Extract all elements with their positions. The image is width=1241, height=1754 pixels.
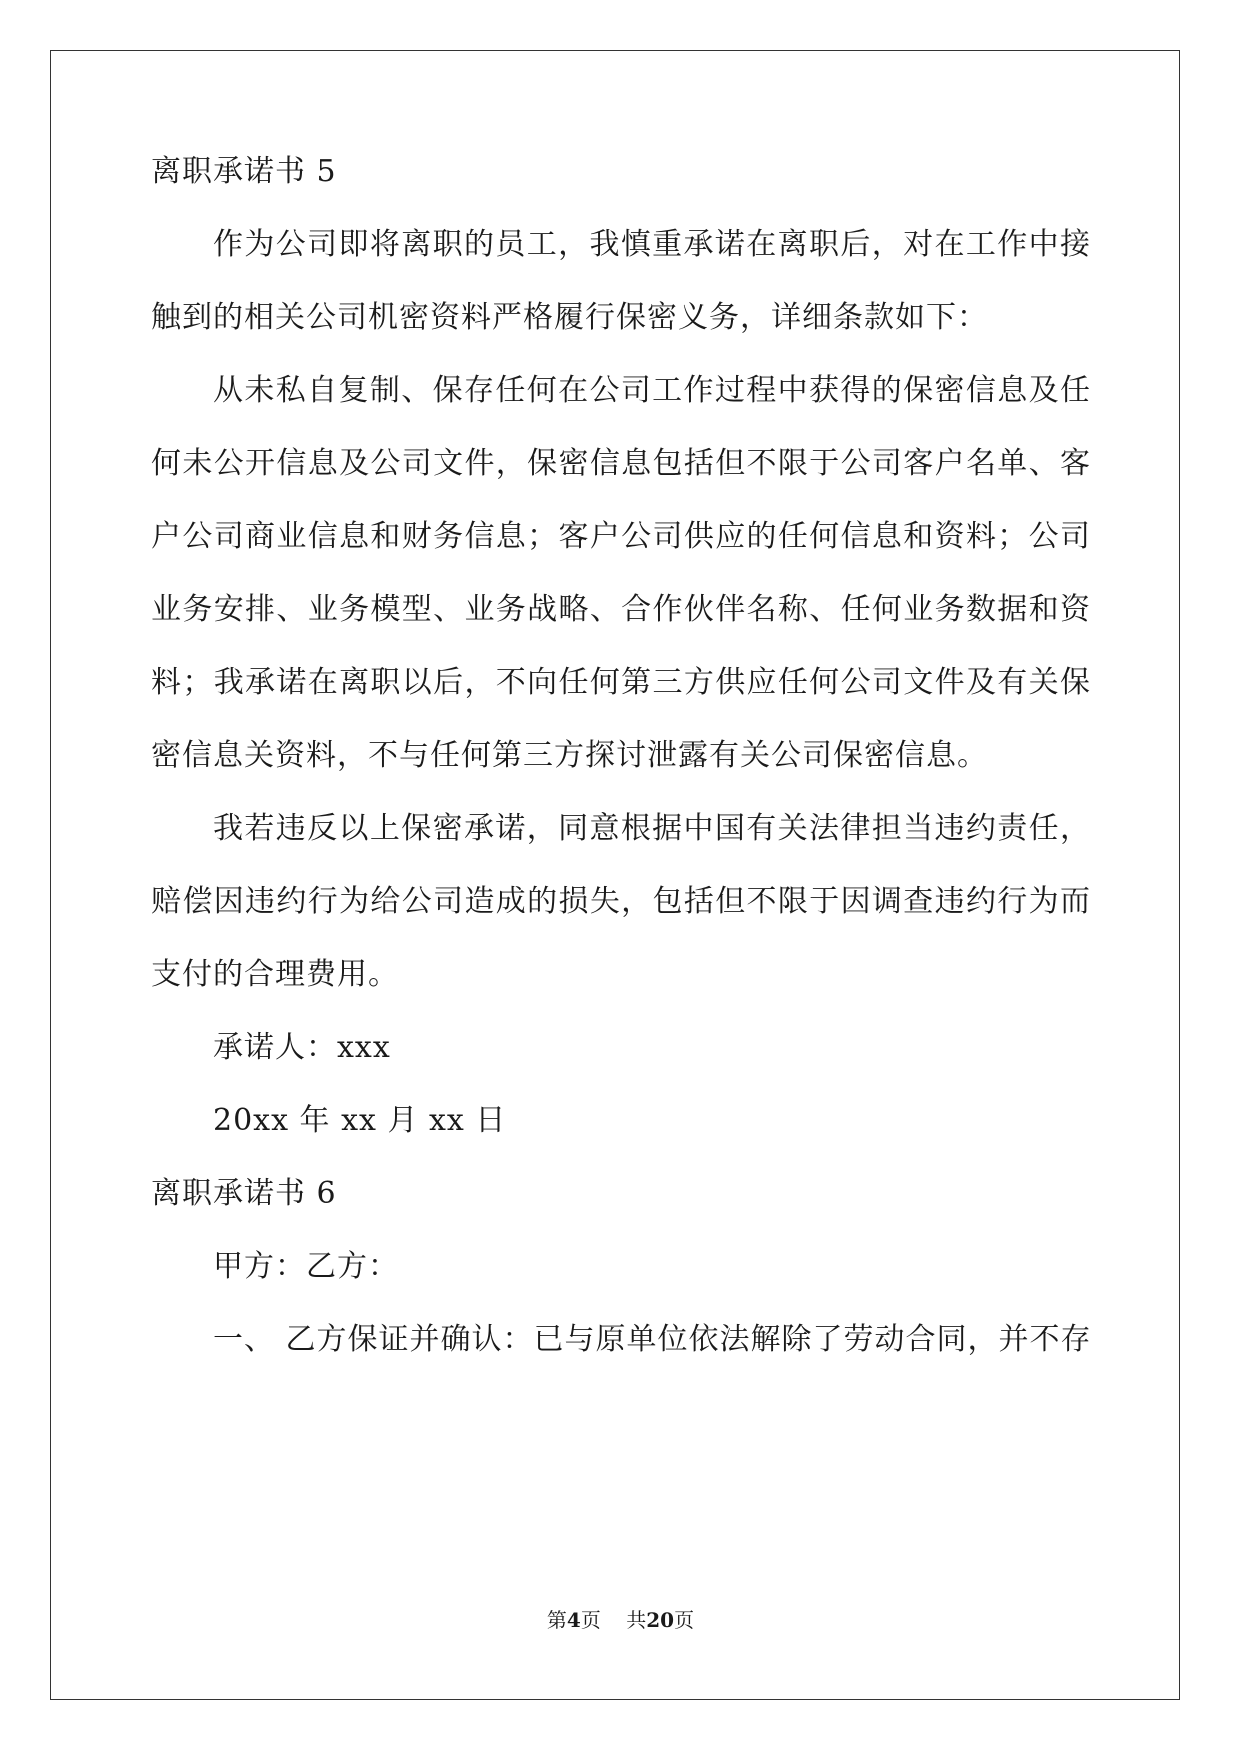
paragraph-line: 业务安排、业务模型、业务战略、合作伙伴名称、任何业务数据和资 <box>151 592 1091 627</box>
page-current: 4 <box>566 1608 581 1632</box>
parties-line: 甲方：乙方： <box>213 1249 399 1284</box>
signatory-line: 承诺人：xxx <box>213 1030 391 1065</box>
paragraph-line: 作为公司即将离职的员工，我慎重承诺在离职后，对在工作中接 <box>213 227 1091 262</box>
page-suffix: 页 <box>674 1608 695 1632</box>
page-mid: 页 共 <box>580 1608 647 1632</box>
paragraph-line: 我若违反以上保密承诺，同意根据中国有关法律担当违约责任， <box>213 811 1091 846</box>
paragraph-line: 触到的相关公司机密资料严格履行保密义务，详细条款如下： <box>151 300 988 335</box>
paragraph-line: 户公司商业信息和财务信息；客户公司供应的任何信息和资料；公司 <box>151 519 1091 554</box>
paragraph-line: 密信息关资料，不与任何第三方探讨泄露有关公司保密信息。 <box>151 738 988 773</box>
paragraph-line: 赔偿因违约行为给公司造成的损失，包括但不限于因调查违约行为而 <box>151 884 1091 919</box>
paragraph-line: 何未公开信息及公司文件，保密信息包括但不限于公司客户名单、客 <box>151 446 1091 481</box>
page-footer <box>0 1608 1241 1632</box>
clause-line: 一、 乙方保证并确认：已与原单位依法解除了劳动合同，并不存 <box>213 1322 1092 1357</box>
heading-6: 离职承诺书 6 <box>151 1176 337 1211</box>
heading-5: 离职承诺书 5 <box>151 154 337 189</box>
page-prefix: 第 <box>546 1608 567 1632</box>
paragraph-line: 支付的合理费用。 <box>151 957 399 992</box>
paragraph-line: 从未私自复制、保存任何在公司工作过程中获得的保密信息及任 <box>213 373 1091 408</box>
date-line: 20xx 年 xx 月 xx 日 <box>213 1103 507 1138</box>
page-total: 20 <box>646 1608 675 1632</box>
paragraph-line: 料；我承诺在离职以后，不向任何第三方供应任何公司文件及有关保 <box>151 665 1091 700</box>
